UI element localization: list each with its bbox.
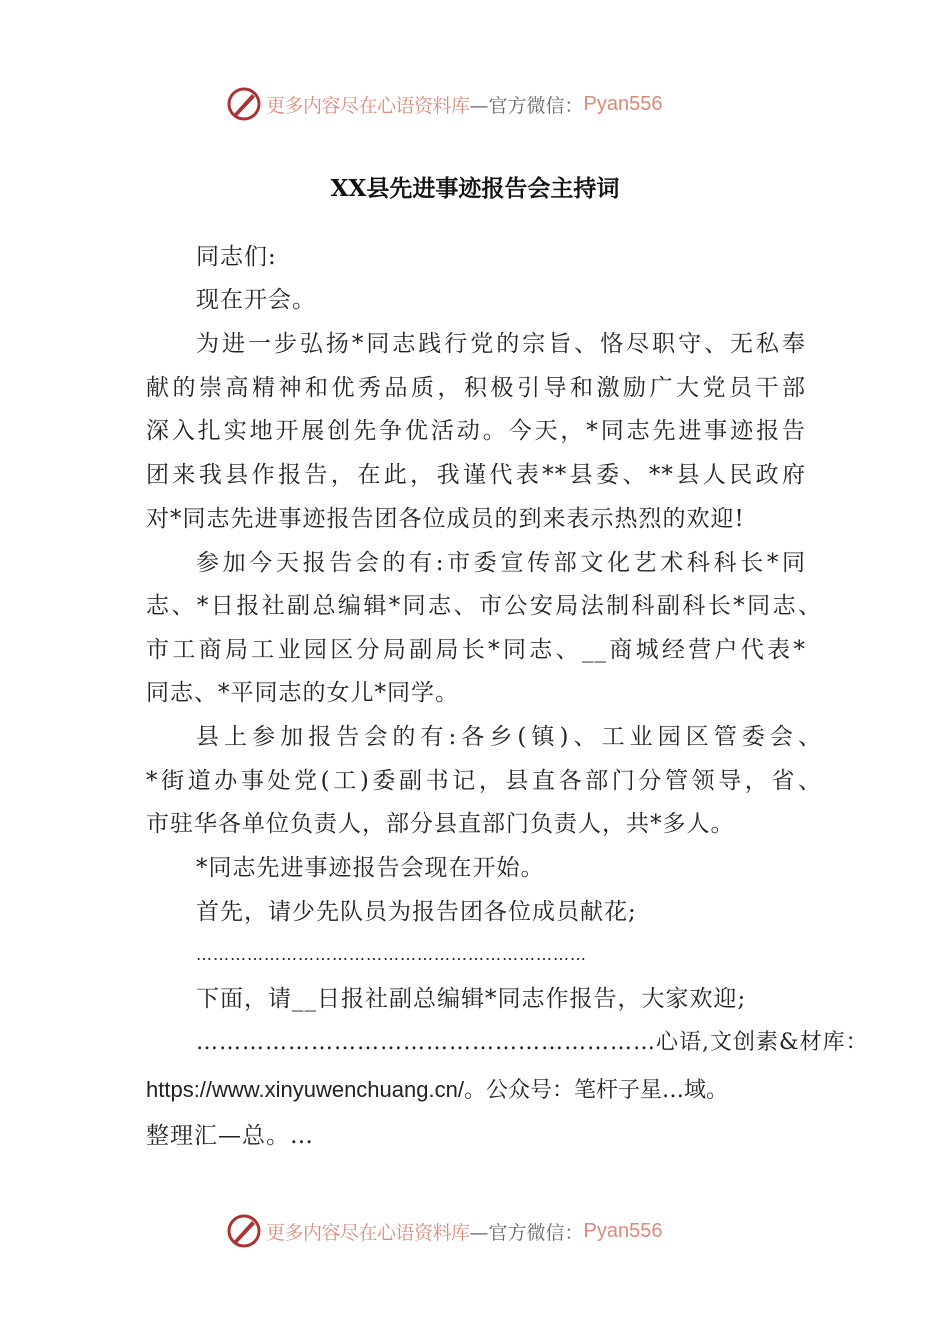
text-line: 献的崇高精神和优秀品质，积极引导和激励广大党员干部 xyxy=(146,375,806,401)
doc-title: XX县先进事迹报告会主持词 xyxy=(330,175,620,202)
watermark-site: 更多内容尽在心语资料库 xyxy=(266,1221,470,1244)
text-line: 志、*日报社副总编辑*同志、市公安局法制科副科长*同志、 xyxy=(146,593,822,619)
watermark-sep: —官方微信： xyxy=(469,94,584,117)
text-line: 同志、*平同志的女儿*同学。 xyxy=(146,680,459,706)
pen-logo-icon xyxy=(226,86,262,122)
text-line: 下面，请__日报社副总编辑*同志作报告，大家欢迎; xyxy=(196,986,747,1012)
text-line: 同志们: xyxy=(196,244,277,270)
text-line: 市工商局工业园区分局副局长*同志、__商城经营户代表* xyxy=(146,637,806,663)
watermark-footer xyxy=(226,1211,726,1251)
text-line: 参加今天报告会的有:市委宣传部文化艺术科科长*同 xyxy=(196,550,806,576)
text-line: 首先，请少先队员为报告团各位成员献花; xyxy=(196,899,637,925)
text-line: *街道办事处党(工)委副书记，县直各部门分管领导，省、 xyxy=(146,768,822,794)
text-line: 现在开会。 xyxy=(196,287,316,313)
text-line: 为进一步弘扬*同志践行党的宗旨、恪尽职守、无私奉 xyxy=(196,331,806,357)
pen-logo-icon xyxy=(226,1213,262,1249)
watermark-id: Pyan556 xyxy=(583,1219,663,1242)
watermark-site: 更多内容尽在心语资料库 xyxy=(266,94,470,117)
text-line: ……………………………………………………心语,文创素&材库： xyxy=(196,1030,869,1055)
text-line: 县上参加报告会的有:各乡(镇)、工业园区管委会、 xyxy=(196,724,822,750)
text-line: 团来我县作报告，在此，我谨代表**县委、**县人民政府 xyxy=(146,462,806,488)
text-line xyxy=(146,1075,806,1105)
text-fragment: 。公众号：笔杆子星…域。 xyxy=(463,1078,728,1103)
watermark-header xyxy=(226,84,726,124)
text-line: *同志先进事迹报告会现在开始。 xyxy=(196,855,545,881)
text-line: 整理汇—总。… xyxy=(146,1123,314,1149)
text-line: 深入扎实地开展创先争优活动。今天，*同志先进事迹报告 xyxy=(146,418,806,444)
watermark-id: Pyan556 xyxy=(583,92,663,115)
text-line: 对*同志先进事迹报告团各位成员的到来表示热烈的欢迎! xyxy=(146,506,745,532)
text-line: 市驻华各单位负责人，部分县直部门负责人，共*多人。 xyxy=(146,811,735,837)
watermark-sep: —官方微信： xyxy=(469,1221,584,1244)
text-line: …………………………………………………………… xyxy=(196,945,587,964)
website-link[interactable]: https://www.xinyuwenchuang.cn/ xyxy=(146,1077,464,1102)
